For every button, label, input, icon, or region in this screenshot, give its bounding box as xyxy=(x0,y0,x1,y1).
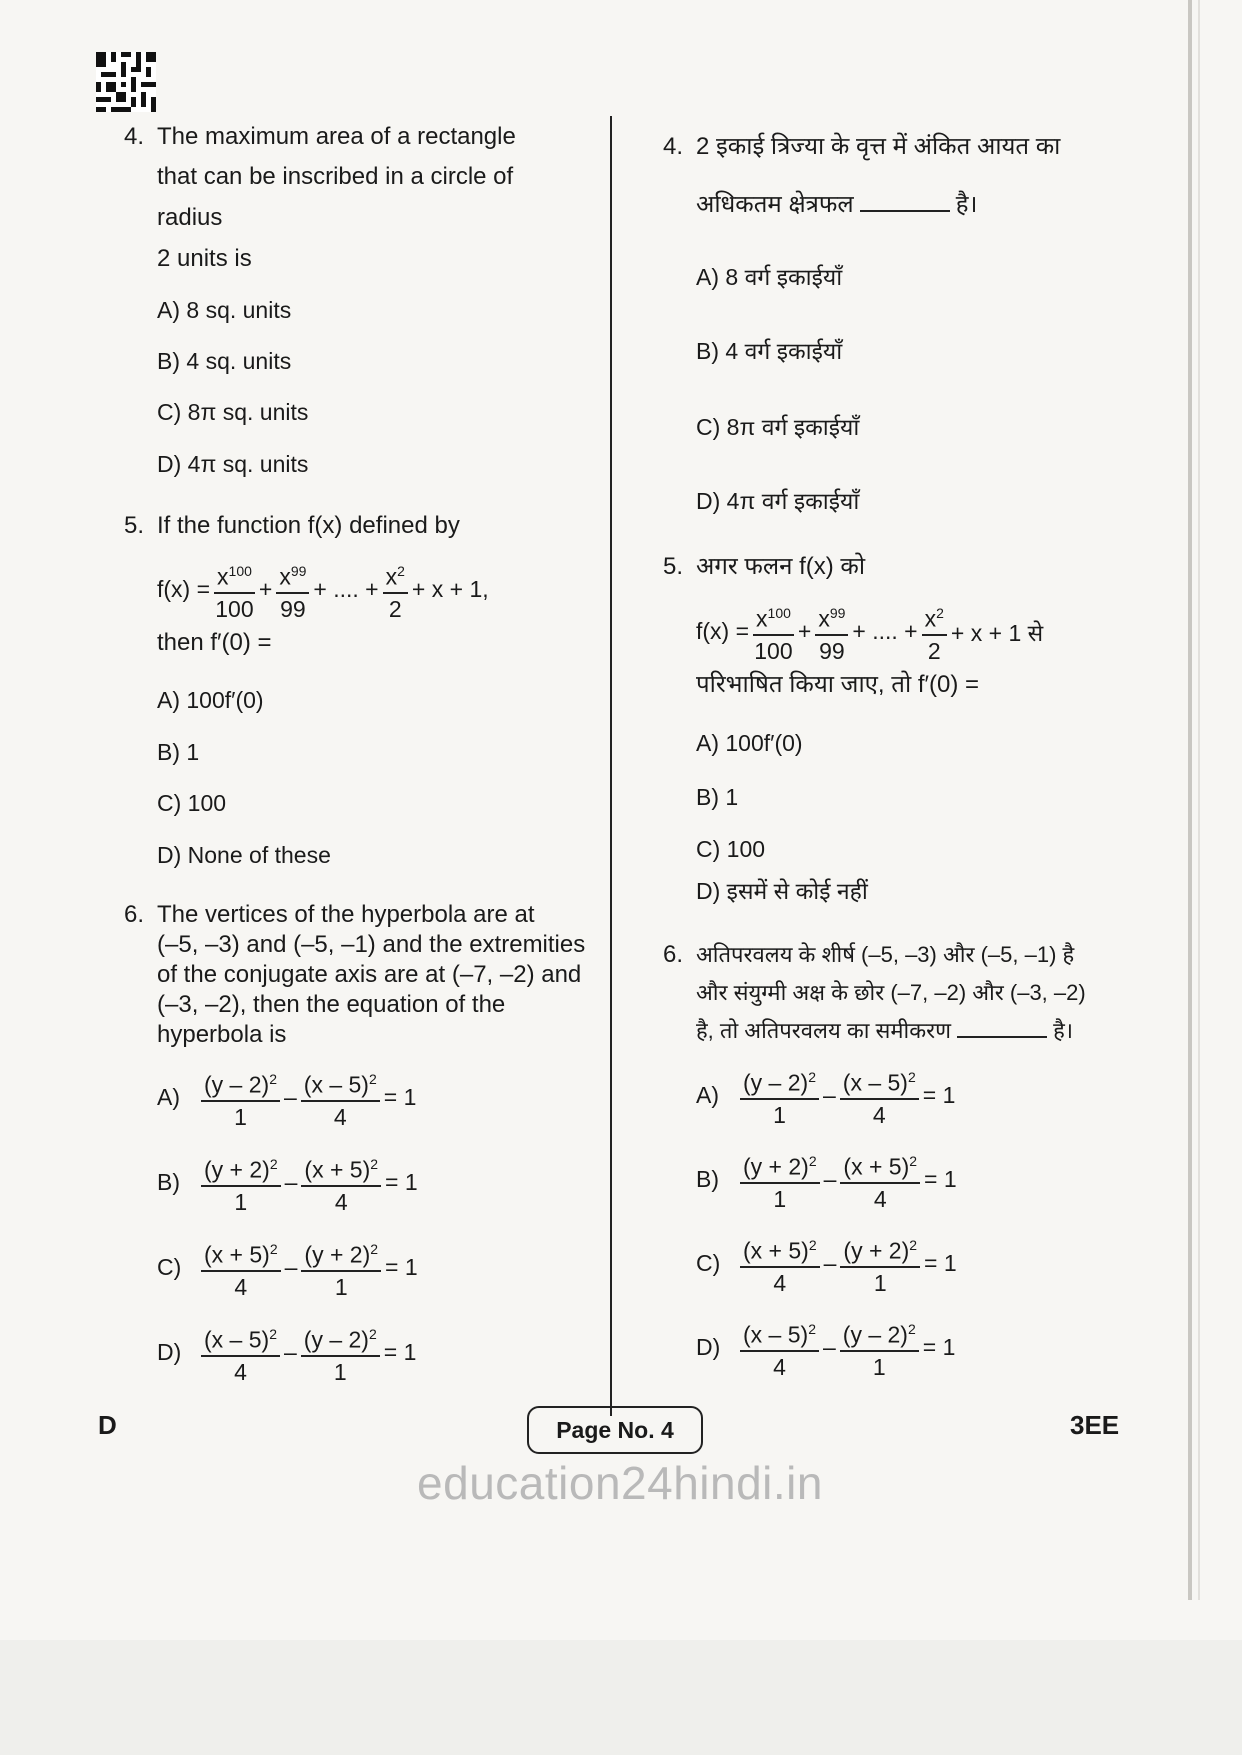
question-number: 4. xyxy=(663,133,684,160)
scan-bottom-band xyxy=(0,1640,1242,1755)
set-code: D xyxy=(98,1410,117,1440)
option-c: C) 100 xyxy=(157,790,227,816)
option-c: C) 100 xyxy=(696,836,766,862)
question-number: 6. xyxy=(663,941,684,968)
option-d: D) None of these xyxy=(157,842,331,868)
question-text-line: और संयुग्मी अक्ष के छोर (–7, –2) और (–3, –2) xyxy=(696,980,1086,1005)
question-text-line: 2 units is xyxy=(157,245,252,272)
answer-blank xyxy=(860,190,950,212)
qr-code-icon xyxy=(96,52,156,112)
question-text-line: अधिकतम क्षेत्रफल है। xyxy=(696,191,978,218)
question-text-line: अतिपरवलय के शीर्ष (–5, –3) और (–5, –1) है xyxy=(696,942,1075,967)
paper-code: 3EE xyxy=(1070,1410,1120,1440)
option-c: C) 8π sq. units xyxy=(157,399,309,425)
question-text-line: hyperbola is xyxy=(157,1021,287,1048)
question-text-line: The vertices of the hyperbola are at xyxy=(157,901,535,928)
question-number: 4. xyxy=(124,123,145,150)
column-divider xyxy=(610,116,612,1416)
option-a: A) $\frac{(y - 2)^2}{1}$ – $\frac{(x - 5)^2}{4}$ = 1 xyxy=(157,1066,416,1130)
term-fraction: $\frac{x^{99}}{99}$ xyxy=(276,558,309,622)
option-d: D) $\frac{(x - 5)^2}{4}$ – $\frac{(y - 2)^2}{1}$ = 1 xyxy=(696,1316,955,1380)
function-definition: f(x) = $\frac{x^{100}}{100}$ + $\frac{x^{99}}{99}$ + .... + $\frac{x^2}{2}$ + x + 1 से xyxy=(696,600,1043,664)
question-number: 5. xyxy=(663,553,684,580)
option-d: D) 4π sq. units xyxy=(157,451,309,477)
option-c: C) 8π वर्ग इकाईयाँ xyxy=(696,414,860,440)
option-a: A) 8 sq. units xyxy=(157,297,292,323)
fx-label: f(x) = xyxy=(157,576,211,603)
question-text-line: परिभाषित किया जाए, तो f′(0) = xyxy=(696,671,980,698)
question-text-line: of the conjugate axis are at (–7, –2) and xyxy=(157,961,582,988)
option-b: B) $\frac{(y + 2)^2}{1}$ – $\frac{(x + 5)^2}{4}$ = 1 xyxy=(157,1151,418,1215)
page-edge-shadow-light xyxy=(1198,0,1200,1600)
question-text-line: अगर फलन f(x) को xyxy=(696,553,866,580)
question-text-line: 2 इकाई त्रिज्या के वृत्त में अंकित आयत का xyxy=(696,133,1061,160)
question-text-line: है, तो अतिपरवलय का समीकरण है। xyxy=(696,1018,1074,1043)
option-b: B) $\frac{(y + 2)^2}{1}$ – $\frac{(x + 5)^2}{4}$ = 1 xyxy=(696,1148,957,1212)
option-d: D) इसमें से कोई नहीं xyxy=(696,878,868,904)
term-fraction: $\frac{x^2}{2}$ xyxy=(383,558,408,622)
watermark: education24hindi.in xyxy=(417,1457,823,1509)
option-b: B) 1 xyxy=(696,784,739,810)
page-edge-shadow xyxy=(1188,0,1192,1600)
option-b: B) 1 xyxy=(157,739,200,765)
question-text-line: radius xyxy=(157,204,223,231)
page-number-box: Page No. 4 xyxy=(527,1406,703,1454)
question-text-line: then f′(0) = xyxy=(157,629,272,656)
question-text-line: (–3, –2), then the equation of the xyxy=(157,991,506,1018)
option-a: A) 8 वर्ग इकाईयाँ xyxy=(696,264,843,290)
answer-blank xyxy=(957,1016,1047,1038)
option-a: A) 100f′(0) xyxy=(696,730,803,756)
option-c: C) $\frac{(x + 5)^2}{4}$ – $\frac{(y + 2)^2}{1}$ = 1 xyxy=(157,1236,418,1300)
question-text-line: (–5, –3) and (–5, –1) and the extremities xyxy=(157,931,586,958)
question-text-line: If the function f(x) defined by xyxy=(157,512,460,539)
option-b: B) 4 वर्ग इकाईयाँ xyxy=(696,338,843,364)
function-definition: f(x) = $\frac{x^{100}}{100}$ + $\frac{x^{99}}{99}$ + .... + $\frac{x^2}{2}$ + x + 1, xyxy=(157,558,489,622)
question-number: 6. xyxy=(124,901,145,928)
question-number: 5. xyxy=(124,512,145,539)
option-c: C) $\frac{(x + 5)^2}{4}$ – $\frac{(y + 2)^2}{1}$ = 1 xyxy=(696,1232,957,1296)
question-text-line: The maximum area of a rectangle xyxy=(157,123,516,150)
option-d: D) 4π वर्ग इकाईयाँ xyxy=(696,488,860,514)
term-fraction: $\frac{x^{100}}{100}$ xyxy=(214,558,255,622)
option-a: A) $\frac{(y - 2)^2}{1}$ – $\frac{(x - 5)^2}{4}$ = 1 xyxy=(696,1064,955,1128)
option-a: A) 100f′(0) xyxy=(157,687,264,713)
question-text-line: that can be inscribed in a circle of xyxy=(157,163,514,190)
option-d: D) $\frac{(x - 5)^2}{4}$ – $\frac{(y - 2)^2}{1}$ = 1 xyxy=(157,1321,416,1385)
option-b: B) 4 sq. units xyxy=(157,348,292,374)
